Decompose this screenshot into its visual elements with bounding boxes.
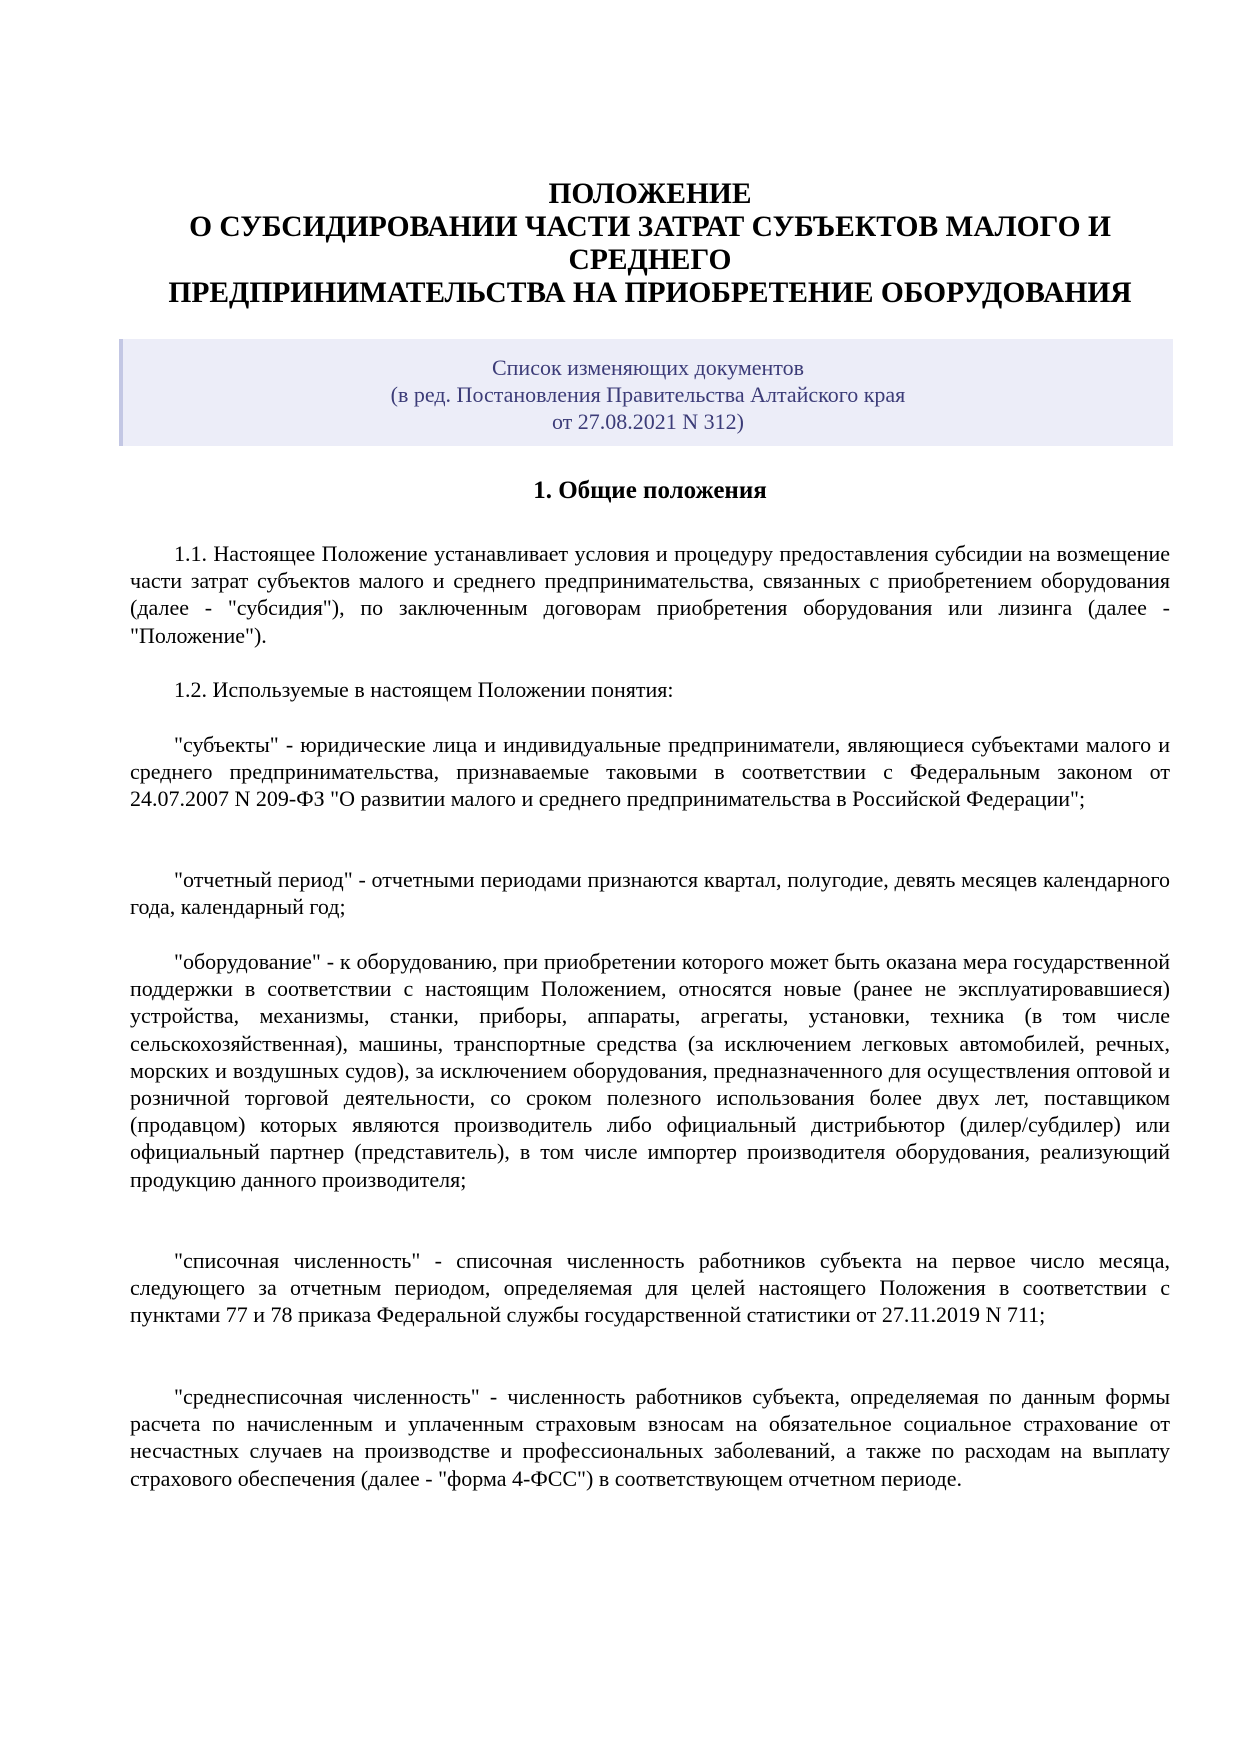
paragraph-1-1: 1.1. Настоящее Положение устанавливает условия и процедуру предоставления субсидии на возмещение части затрат субъектов малого и среднего предпринимательства, связанных с приобретением оборудования (далее - "субсидия"), по заключенным договорам приобретения оборудования или лизинга (далее - "Положение").	[130, 541, 1170, 648]
title-line: СРЕДНЕГО	[568, 244, 732, 276]
title-line: О СУБСИДИРОВАНИИ ЧАСТИ ЗАТРАТ СУБЪЕКТОВ МАЛОГО И	[189, 211, 1111, 243]
document-title	[130, 178, 1170, 310]
definition-reporting-period: "отчетный период" - отчетными периодами признаются квартал, полугодие, девять месяцев календарного года, календарный год;	[130, 867, 1170, 920]
revision-heading: Список изменяющих документов	[491, 355, 804, 380]
title-line: ПРЕДПРИНИМАТЕЛЬСТВА НА ПРИОБРЕТЕНИЕ ОБОРУДОВАНИЯ	[168, 277, 1132, 309]
definition-equipment: "оборудование" - к оборудованию, при приобретении которого может быть оказана мера государственной поддержки в соответствии с настоящим Положением, относятся новые (ранее не эксплуатировавшиеся) устройства, механизмы, станки, приборы, аппараты, агрегаты, установки, техника (в том числе сельскохозяйственная), машины, транспортные средства (за исключением легковых автомобилей, речных, морских и воздушных судов), за исключением оборудования, предназначенного для осуществления оптовой и розничной торговой деятельности, со сроком полезного использования более двух лет, поставщиком (продавцом) которых являются производитель либо официальный дистрибьютор (дилер/субдилер) или официальный партнер (представитель), в том числе импортер производителя оборудования, реализующий продукцию данного производителя;	[130, 949, 1170, 1192]
title-line: ПОЛОЖЕНИЕ	[548, 178, 752, 210]
definition-average-headcount: "среднесписочная численность" - численность работников субъекта, определяемая по данным формы расчета по начисленным и уплаченным страховым взносам на обязательное социальное страхование от несчастных случаев на производстве и профессиональных заболеваний, а также по расходам на выплату страхового обеспечения (далее - "форма 4-ФСС") в соответствующем отчетном периоде.	[130, 1384, 1170, 1491]
paragraph-1-2: 1.2. Используемые в настоящем Положении понятия:	[174, 677, 674, 702]
section-title: 1. Общие положения	[533, 477, 767, 504]
revision-box	[119, 339, 1173, 446]
definition-headcount: "списочная численность" - списочная численность работников субъекта на первое число месяца, следующего за отчетным периодом, определяемая для целей настоящего Положения в соответствии с пунктами 77 и 78 приказа Федеральной службы государственной статистики от 27.11.2019 N 711;	[130, 1248, 1170, 1328]
revision-line: (в ред. Постановления Правительства Алтайского края	[390, 382, 906, 407]
definition-subjects: "субъекты" - юридические лица и индивидуальные предприниматели, являющиеся субъектами малого и среднего предпринимательства, признаваемые таковыми в соответствии с Федеральным законом от 24.07.2007 N 209-ФЗ "О развитии малого и среднего предпринимательства в Российской Федерации";	[130, 732, 1170, 812]
revision-line: от 27.08.2021 N 312)	[551, 409, 745, 434]
